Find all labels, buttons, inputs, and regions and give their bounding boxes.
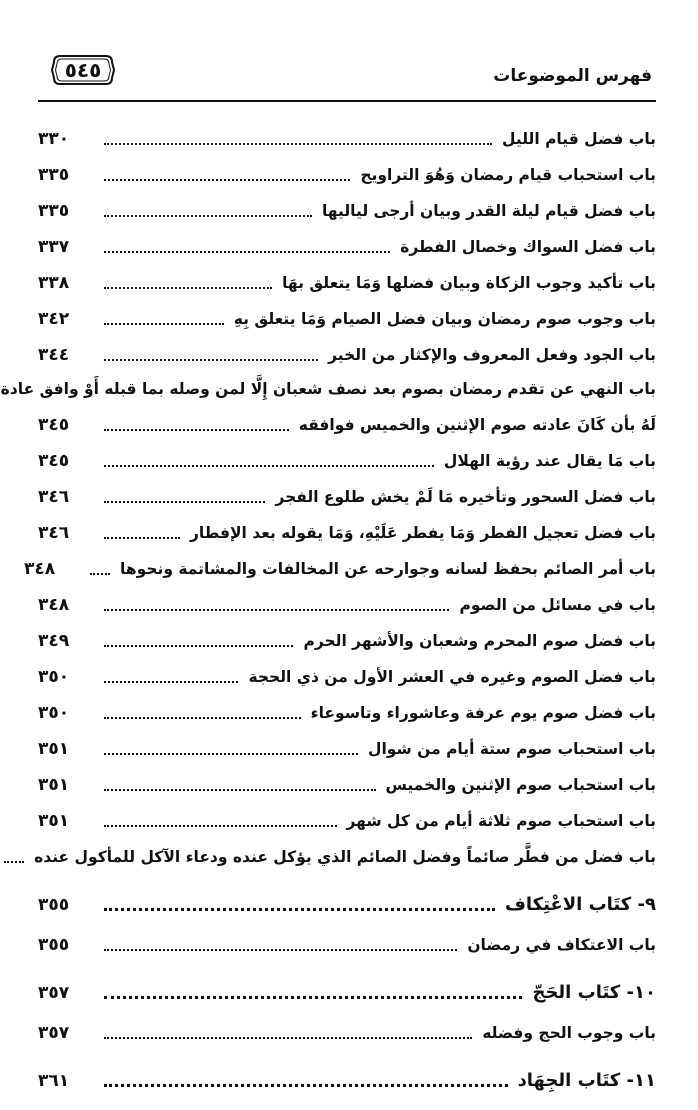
- toc-entry-title: باب تأكيد وجوب الزكاة وبيان فضلها وَمَا يتعلق بهَا: [282, 274, 656, 292]
- toc-entry-title: باب فضل صوم المحرم وشعبان والأشهر الحرم: [303, 632, 656, 650]
- dot-leader: [104, 215, 312, 217]
- toc-page-number: ٣٥١: [38, 775, 70, 795]
- toc-chapter-row: [38, 958, 656, 1006]
- page-number: ٥٤٥: [64, 58, 102, 82]
- dot-leader: [104, 753, 358, 755]
- toc-page-number: ٣٣٧: [38, 237, 70, 257]
- toc-page-number: ٣٣٥: [38, 165, 70, 185]
- page-header: [0, 0, 698, 110]
- toc-entry-title: باب الاعتكاف في رمضان: [467, 936, 656, 954]
- toc-page-number: ٣٣٠: [38, 129, 70, 149]
- toc-row: [34, 834, 656, 870]
- toc-entry-title: باب فضل السحور وتأخيره مَا لَمْ يخش طلوع الفجر: [275, 488, 656, 506]
- dot-leader: [104, 996, 522, 999]
- toc-chapter-row: [38, 1046, 656, 1094]
- toc-page-number: ٣٤٨: [24, 559, 56, 579]
- toc-row: [38, 332, 656, 368]
- toc-row: [38, 726, 656, 762]
- toc-page-number: ٣٤٥: [38, 415, 70, 435]
- toc-page-number: ٣٥٧: [38, 983, 70, 1003]
- toc-row: [38, 510, 656, 546]
- toc-page-number: ٣٦١: [38, 1071, 70, 1091]
- toc-entry-title: باب وجوب صوم رمضان وبيان فضل الصيام وَمَا يتعلق بِهِ: [233, 310, 656, 328]
- dot-leader: [104, 949, 457, 951]
- toc-page-number: ٣٤٨: [38, 595, 70, 615]
- toc-row: [38, 116, 656, 152]
- toc-row: [38, 582, 656, 618]
- dot-leader: [104, 681, 238, 683]
- toc-page-number: ٣٥١: [38, 811, 70, 831]
- toc-entry-title: ١١- كتَاب الجِهَاد: [517, 1070, 656, 1091]
- dot-leader: [104, 609, 449, 611]
- toc-entry-title: باب استحباب قيام رمضان وَهُوَ التراويح: [360, 166, 656, 184]
- toc-row: [38, 402, 656, 438]
- toc-entry-title: باب فضل من فطَّر صائماً وفضل الصائم الذي يؤكل عنده ودعاء الآكل للمأكول عنده: [34, 848, 656, 866]
- toc-row: [38, 224, 656, 260]
- toc-entry-title: ٩- كتَاب الاعْتِكاف: [504, 894, 656, 915]
- toc-row: [38, 474, 656, 510]
- toc-page-number: ٣٤٦: [38, 523, 70, 543]
- toc-page-number: ٣٥٥: [38, 935, 70, 955]
- toc-page-number: ٣٤٢: [38, 309, 70, 329]
- header-title: فهرس الموضوعات: [493, 66, 652, 86]
- dot-leader: [104, 1037, 472, 1039]
- dot-leader: [104, 908, 495, 911]
- toc-entry-title: باب أمر الصائم بحفظ لسانه وجوارحه عن المخالفات والمشاتمة ونحوها: [120, 560, 656, 578]
- toc-entry-title: باب فضل السواك وخصال الفطرة: [400, 238, 656, 256]
- dot-leader: [4, 861, 24, 863]
- toc-row: [0, 368, 656, 402]
- toc-chapter-row: [38, 870, 656, 918]
- toc-page-number: ٣٤٥: [38, 451, 70, 471]
- toc-entry-title: لَهُ بأن كَانَ عادته صوم الإثنين والخميس فوافقه: [298, 416, 656, 434]
- dot-leader: [104, 717, 301, 719]
- toc-row: [38, 762, 656, 798]
- dot-leader: [104, 323, 224, 325]
- dot-leader: [104, 251, 390, 253]
- toc-row: [38, 260, 656, 296]
- dot-leader: [104, 1084, 508, 1087]
- toc-row: [24, 546, 656, 582]
- toc-page-number: ٣٥٠: [38, 703, 70, 723]
- dot-leader: [104, 287, 272, 289]
- toc-entry-title: باب استحباب صوم ستة أيام من شوال: [368, 740, 656, 758]
- toc-entry-title: باب في مسائل من الصوم: [459, 596, 656, 614]
- toc-page-number: ٣٥١: [38, 739, 70, 759]
- dot-leader: [104, 501, 265, 503]
- toc-row: [38, 918, 656, 958]
- toc-row: [38, 618, 656, 654]
- toc-entry-title: باب فضل تعجيل الفطر وَمَا يفطر عَلَيْهِ، وَمَا يقوله بعد الإفطار: [190, 524, 656, 542]
- toc-page-number: ٣٤٤: [38, 345, 70, 365]
- toc-entry-title: باب وجوب الحج وفضله: [482, 1024, 656, 1042]
- toc-page-number: ٣٤٦: [38, 487, 70, 507]
- dot-leader: [104, 359, 318, 361]
- toc-row: [38, 654, 656, 690]
- dot-leader: [104, 645, 293, 647]
- toc-row: [38, 1006, 656, 1046]
- toc-page-number: ٣٣٥: [38, 201, 70, 221]
- toc-row: [38, 690, 656, 726]
- dot-leader: [104, 143, 492, 145]
- page-number-badge: [50, 52, 116, 88]
- toc-row: [38, 296, 656, 332]
- toc-entry-title: باب الجود وفعل المعروف والإكثار من الخير: [328, 346, 656, 364]
- dot-leader: [90, 573, 110, 575]
- toc-row: [38, 438, 656, 474]
- toc-page-number: ٣٥٠: [38, 667, 70, 687]
- dot-leader: [104, 537, 180, 539]
- dot-leader: [104, 429, 289, 431]
- dot-leader: [104, 825, 337, 827]
- toc-row: [38, 798, 656, 834]
- toc-entry-title: باب مَا يقال عند رؤية الهلال: [443, 452, 656, 470]
- toc-page-number: ٣٥٥: [38, 895, 70, 915]
- toc-page-number: ٣٥٧: [38, 1023, 70, 1043]
- toc-entry-title: باب فضل قيام ليلة القدر وبيان أرجى لياليها: [321, 202, 656, 220]
- dot-leader: [104, 465, 434, 467]
- toc-entry-title: باب فضل صوم يوم عرفة وعاشوراء وتاسوعاء: [310, 704, 656, 722]
- toc-entry-title: باب استحباب صوم ثلاثة أيام من كل شهر: [346, 812, 656, 830]
- toc-entry-title: باب النهي عن تقدم رمضان بصوم بعد نصف شعبان إِلَّا لمن وصله بما قبله أَوْ وافق عادة: [0, 380, 656, 398]
- header-divider: [38, 100, 656, 102]
- toc-page-number: ٣٤٩: [38, 631, 70, 651]
- toc-page-number: ٣٣٨: [38, 273, 70, 293]
- toc-row: [38, 152, 656, 188]
- table-of-contents: [0, 116, 656, 1094]
- toc-entry-title: باب فضل الصوم وغيره في العشر الأول من ذي الحجة: [248, 668, 656, 686]
- toc-entry-title: باب فضل قيام الليل: [502, 130, 656, 148]
- dot-leader: [104, 179, 350, 181]
- toc-entry-title: باب استحباب صوم الإثنين والخميس: [385, 776, 656, 794]
- dot-leader: [104, 789, 376, 791]
- toc-entry-title: ١٠- كتَاب الحَجّ: [532, 982, 656, 1003]
- toc-row: [38, 188, 656, 224]
